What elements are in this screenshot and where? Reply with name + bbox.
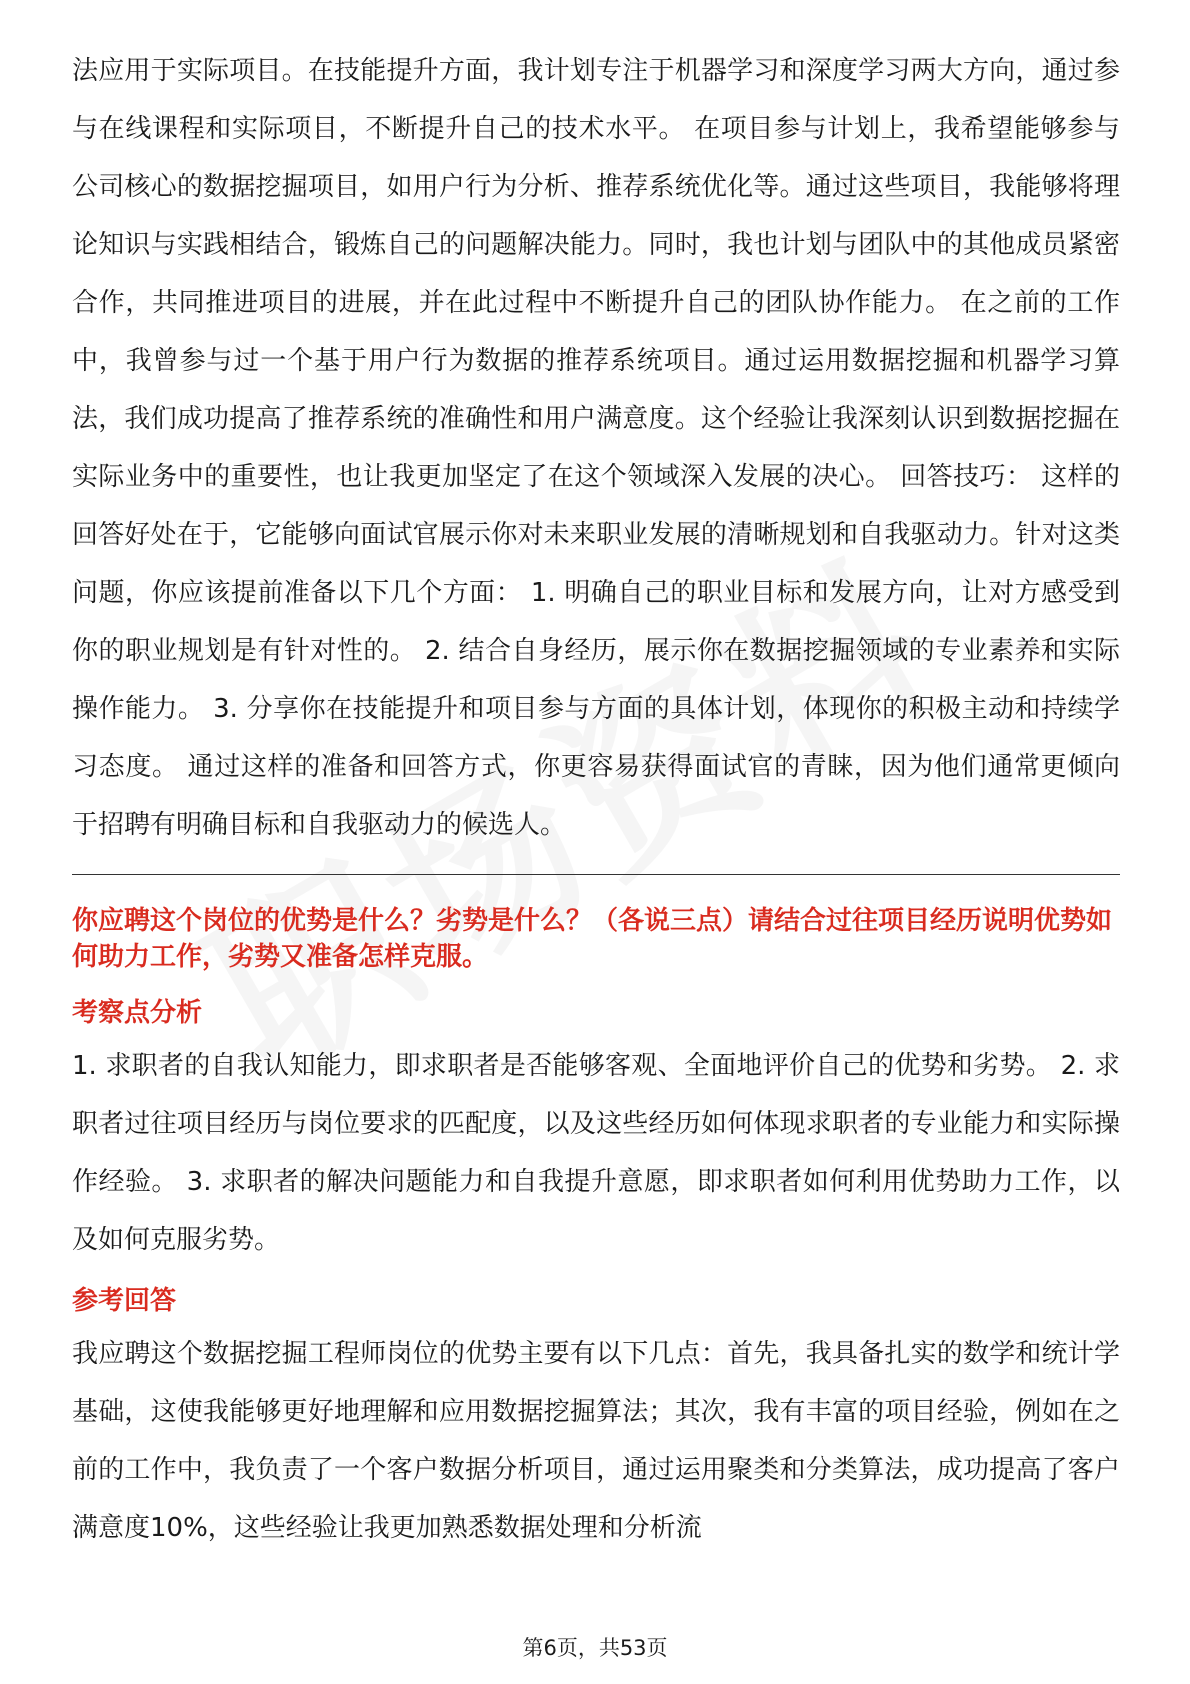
reference-text: 我应聘这个数据挖掘工程师岗位的优势主要有以下几点：首先，我具备扎实的数学和统计学基础，这使我能够更好地理解和应用数据挖掘算法；其次，我有丰富的项目经验，例如在之前的工作中，我负责了一个客户数据分析项目，通过运用聚类和分类算法，成功提高了客户满意度10%，这些经验让我更加熟悉数据处理和分析流: [72, 1339, 1120, 1543]
analysis-text: 1. 求职者的自我认知能力，即求职者是否能够客观、全面地评价自己的优势和劣势。 2. 求职者过往项目经历与岗位要求的匹配度，以及这些经历如何体现求职者的专业能力和实际操作经验。 3. 求职者的解决问题能力和自我提升意愿，即求职者如何利用优势助力工作，以及如何克服劣势。: [72, 1051, 1120, 1255]
section-divider: [72, 874, 1120, 875]
reference-heading: 参考回答: [72, 1286, 177, 1316]
document-body: [72, 42, 1120, 1557]
analysis-heading: 考察点分析: [72, 998, 203, 1028]
intro-paragraph: 法应用于实际项目。在技能提升方面，我计划专注于机器学习和深度学习两大方向，通过参与在线课程和实际项目，不断提升自己的技术水平。 在项目参与计划上，我希望能够参与公司核心的数据挖掘项目，如用户行为分析、推荐系统优化等。通过这些项目，我能够将理论知识与实践相结合，锻炼自己的问题解决能力。同时，我也计划与团队中的其他成员紧密合作，共同推进项目的进展，并在此过程中不断提升自己的团队协作能力。 在之前的工作中，我曾参与过一个基于用户行为数据的推荐系统项目。通过运用数据挖掘和机器学习算法，我们成功提高了推荐系统的准确性和用户满意度。这个经验让我深刻认识到数据挖掘在实际业务中的重要性，也让我更加坚定了在这个领域深入发展的决心。 回答技巧： 这样的回答好处在于，它能够向面试官展示你对未来职业发展的清晰规划和自我驱动力。针对这类问题，你应该提前准备以下几个方面： 1. 明确自己的职业目标和发展方向，让对方感受到你的职业规划是有针对性的。 2. 结合自身经历，展示你在数据挖掘领域的专业素养和实际操作能力。 3. 分享你在技能提升和项目参与方面的具体计划，体现你的积极主动和持续学习态度。 通过这样的准备和回答方式，你更容易获得面试官的青睐，因为他们通常更倾向于招聘有明确目标和自我驱动力的候选人。: [72, 56, 1120, 840]
interview-question: 你应聘这个岗位的优势是什么？劣势是什么？（各说三点）请结合过往项目经历说明优势如何助力工作，劣势又准备怎样克服。: [72, 906, 1113, 972]
page-number: 第6页，共53页: [522, 1636, 668, 1660]
